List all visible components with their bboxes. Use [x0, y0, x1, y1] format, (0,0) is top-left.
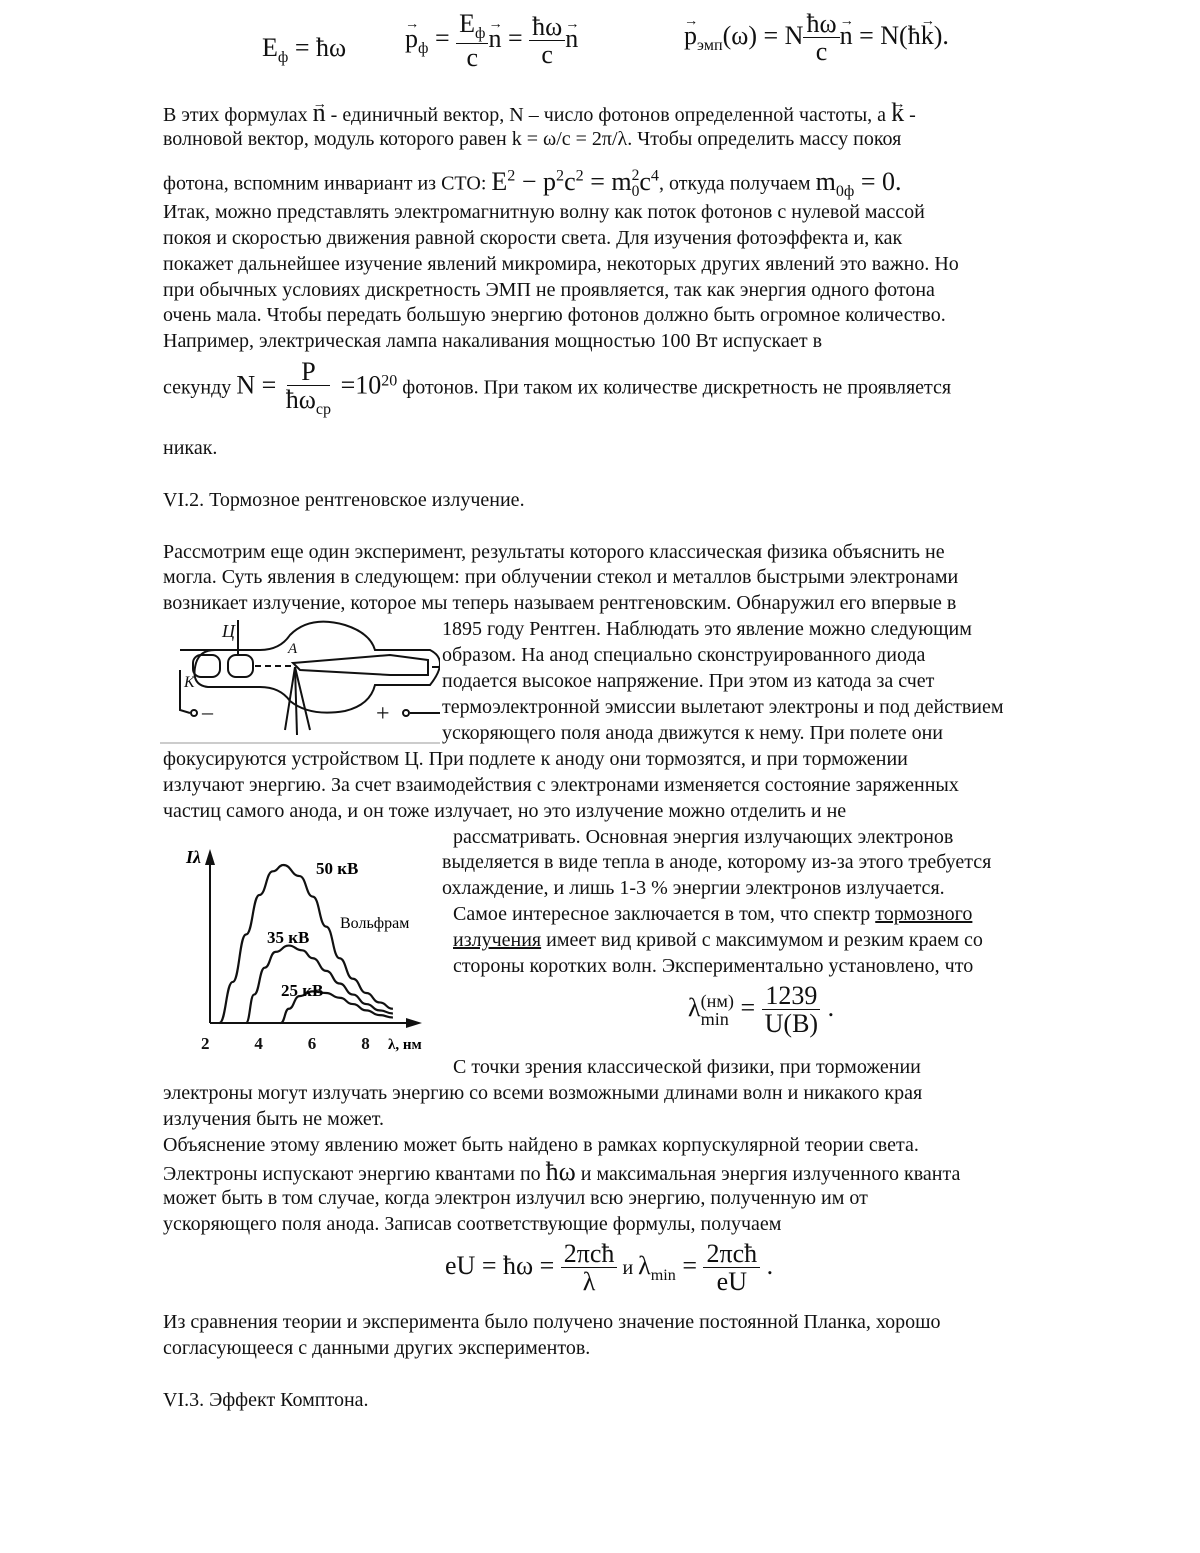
text: и максимальная энергия излученного кванта — [576, 1163, 961, 1185]
symbol: ħω — [529, 13, 565, 41]
anode-label: A — [287, 641, 298, 657]
paragraph-line: Объяснение этому явлению может быть найдено в рамках корпускулярной теории света. — [163, 1132, 919, 1158]
paragraph-line: согласующееся с данными других экспериментов. — [163, 1335, 590, 1361]
text: Самое интересное заключается в том, что спектр — [453, 903, 875, 925]
symbol: λ — [638, 1251, 651, 1280]
x-axis-arrow-icon — [406, 1018, 422, 1028]
numerator: 1239 — [762, 982, 820, 1010]
denominator: U(B) — [762, 1010, 821, 1037]
symbol: . — [821, 993, 834, 1022]
symbol: ħω — [286, 385, 316, 414]
focusing-cylinder — [228, 655, 253, 677]
numerator: 2πcħ — [561, 1240, 618, 1268]
paragraph-line: электроны могут излучать энергию со всеми возможными длинами волн и никакого края — [163, 1080, 922, 1106]
formula-photon-energy — [262, 28, 346, 78]
text: секунду — [163, 376, 236, 398]
paragraph-line — [163, 100, 916, 128]
symbol: = — [734, 993, 762, 1022]
text: - единичный вектор, N – число фотонов определенной частоты, а — [326, 104, 891, 126]
xray-tube-figure — [160, 615, 440, 750]
paragraph-line: стороны коротких волн. Экспериментально установлено, что — [453, 953, 973, 979]
numerator: 2πcħ — [703, 1240, 760, 1268]
paragraph-line: излучают энергию. За счет взаимодействия с электронами изменяется состояние заряженных — [163, 772, 959, 798]
spectrum-chart — [160, 835, 450, 1060]
symbol: = 0. — [854, 167, 901, 196]
x-tick-label: 6 — [308, 1034, 317, 1053]
symbol: P — [287, 358, 329, 386]
formula-photon-count-line — [163, 358, 951, 419]
paragraph-line: излучения быть не может. — [163, 1106, 384, 1132]
subscript: ср — [316, 401, 331, 418]
symbol: = — [676, 1251, 704, 1280]
formula-emf-momentum — [684, 10, 949, 66]
paragraph-line: термоэлектронной эмиссии вылетают электроны и под действием — [442, 694, 1004, 720]
symbol: c — [564, 167, 576, 196]
symbol: = — [501, 24, 529, 53]
paragraph-line: рассматривать. Основная энергия излучающих электронов — [453, 824, 953, 850]
material-label: Вольфрам — [340, 915, 409, 932]
symbol: = N(ħ — [853, 21, 921, 50]
fraction — [561, 1240, 618, 1296]
symbol: N = — [236, 370, 282, 399]
paragraph-line: покоя и скоростью движения равной скорости света. Для изучения фотоэффекта и, как — [163, 225, 902, 251]
symbol: c — [538, 41, 556, 68]
symbol: c — [813, 38, 831, 65]
subscript: ф — [278, 49, 288, 66]
superscript: (нм) — [701, 992, 734, 1010]
series-label-50kv: 50 кВ — [316, 859, 358, 878]
paragraph-line: подается высокое напряжение. При этом из катода за счет — [442, 668, 934, 694]
text: - — [904, 104, 916, 126]
fraction — [456, 10, 488, 71]
superscript: 2 — [556, 167, 564, 184]
text: , откуда получаем — [659, 173, 816, 195]
paragraph-line: частиц самого анода, и он тоже излучает, но это излучение можно отделить и не — [163, 798, 846, 824]
paragraph-line: никак. — [163, 435, 217, 461]
x-axis-label: λ, нм — [388, 1037, 422, 1053]
paragraph-line: 1895 году Рентген. Наблюдать это явление можно следующим — [442, 616, 972, 642]
formula-lambda-min — [688, 982, 834, 1038]
plus-label: + — [376, 701, 390, 727]
x-tick-label: 4 — [254, 1034, 263, 1053]
focus-label: Ц — [221, 621, 236, 641]
paragraph-line: при обычных условиях дискретность ЭМП не проявляется, так как энергия одного фотона — [163, 277, 935, 303]
symbol: eU = ħω = — [445, 1251, 561, 1280]
symbol: (ω) = N — [723, 21, 804, 50]
symbol: → k — [921, 23, 934, 49]
paragraph-line: могла. Суть явления в следующем: при облучении стекол и металлов быстрыми электронами — [163, 564, 958, 590]
fraction — [529, 13, 565, 69]
paragraph-line: волновой вектор, модуль которого равен k = ω/c = 2π/λ. Чтобы определить массу покоя — [163, 126, 901, 152]
symbol: λ — [688, 993, 701, 1022]
subscript: min — [651, 1267, 676, 1284]
formula-eu — [445, 1240, 773, 1296]
paragraph-line — [453, 927, 983, 953]
symbol: ). — [934, 21, 949, 50]
paragraph-line: Из сравнения теории и эксперимента было получено значение постоянной Планка, хорошо — [163, 1309, 940, 1335]
plus-terminal — [403, 710, 409, 716]
fraction — [703, 1240, 760, 1296]
denominator: eU — [714, 1268, 750, 1295]
paragraph-line: образом. На анод специально сконструированного диода — [442, 642, 925, 668]
paragraph-line: фокусируются устройством Ц. При подлете к аноду они тормозятся, и при торможении — [163, 746, 908, 772]
cathode-label: K — [183, 674, 196, 691]
fraction — [803, 10, 839, 66]
fraction — [762, 982, 821, 1038]
text: В этих формулах — [163, 104, 313, 126]
paragraph-line — [163, 1159, 960, 1187]
formula-photon-momentum — [405, 10, 578, 71]
wire-plus — [410, 667, 440, 713]
series-label-25kv: 25 кВ — [281, 981, 323, 1000]
symbol: c — [464, 44, 482, 71]
symbol: =10 — [334, 370, 381, 399]
paragraph-line: ускоряющего поля анода движутся к нему. При полете они — [442, 720, 943, 746]
symbol: E — [491, 167, 507, 196]
paragraph-line: возникает излучение, которое мы теперь называем рентгеновским. Обнаружил его впервые в — [163, 590, 956, 616]
paragraph-line: Например, электрическая лампа накаливания мощностью 100 Вт испускает в — [163, 328, 822, 354]
superscript: 2 — [576, 167, 584, 184]
subscript: 0 — [632, 184, 640, 200]
paragraph-line: очень мала. Чтобы передать большую энергию фотонов должно быть огромное количество. — [163, 302, 946, 328]
section-heading: VI.3. Эффект Комптона. — [163, 1387, 369, 1413]
x-tick-label: 8 — [361, 1034, 370, 1053]
text: и — [617, 1257, 638, 1279]
vector-k: → k — [891, 100, 904, 126]
superscript: 20 — [381, 373, 397, 390]
subscript: ф — [418, 40, 428, 57]
paragraph-line: покажет дальнейшее изучение явлений микромира, некоторых других явлений это важно. Но — [163, 251, 959, 277]
xray-arrow — [285, 667, 295, 730]
paragraph-line: Рассмотрим еще один эксперимент, результаты которого классическая физика объяснить не — [163, 539, 945, 565]
symbol: m — [816, 167, 836, 196]
anode — [293, 655, 428, 675]
superscript: 2 — [507, 167, 515, 184]
minus-terminal — [191, 710, 197, 716]
bremsstrahlung-link[interactable]: излучения — [453, 929, 541, 951]
symbol: = m — [584, 167, 632, 196]
subscript: min — [701, 1010, 734, 1028]
symbol: E — [262, 33, 278, 62]
paragraph-line: может быть в том случае, когда электрон излучил всю энергию, полученную им от — [163, 1185, 868, 1211]
symbol: ħω — [546, 1157, 576, 1186]
symbol: → p — [405, 26, 418, 52]
symbol: E — [459, 9, 475, 38]
paragraph-line: ускоряющего поля анода. Записав соответствующие формулы, получаем — [163, 1211, 781, 1237]
subscript: эмп — [697, 37, 723, 54]
denominator: λ — [580, 1268, 599, 1295]
symbol: = ħω — [288, 33, 346, 62]
text: фотонов. При таком их количестве дискретность не проявляется — [397, 376, 951, 398]
paragraph-line: С точки зрения классической физики, при торможении — [453, 1054, 921, 1080]
symbol: = — [428, 24, 456, 53]
fraction — [283, 358, 334, 419]
symbol: → n — [565, 26, 578, 52]
vector-n: → n — [313, 100, 326, 126]
superscript: 2 — [632, 168, 640, 184]
text: Электроны испускают энергию квантами по — [163, 1163, 546, 1185]
section-heading: VI.2. Тормозное рентгеновское излучение. — [163, 487, 525, 513]
y-axis-label: Iλ — [185, 847, 201, 867]
paragraph-line: охлаждение, и лишь 1-3 % энергии электронов излучается. — [442, 875, 945, 901]
text: имеет вид кривой с максимумом и резким краем со — [541, 929, 983, 951]
paragraph-line: выделяется в виде тепла в аноде, которому из-за этого требуется — [442, 849, 991, 875]
symbol: → n — [840, 23, 853, 49]
symbol: . — [760, 1251, 773, 1280]
symbol: → n — [488, 26, 501, 52]
symbol: − p — [515, 167, 556, 196]
x-tick-label: 2 — [201, 1034, 210, 1053]
symbol: → p — [684, 23, 697, 49]
symbol: c — [639, 167, 651, 196]
y-axis-arrow-icon — [205, 849, 215, 865]
symbol: ħω — [803, 10, 839, 38]
minus-label: – — [201, 699, 214, 724]
bremsstrahlung-link[interactable]: тормозного — [875, 903, 972, 925]
paragraph-line: Итак, можно представлять электромагнитную волну как поток фотонов с нулевой массой — [163, 199, 925, 225]
superscript: 4 — [651, 167, 659, 184]
subscript: 0ф — [836, 183, 855, 200]
text: фотона, вспомним инвариант из СТО: — [163, 173, 491, 195]
subscript: ф — [475, 25, 485, 42]
paragraph-line — [453, 901, 972, 927]
series-label-35kv: 35 кВ — [267, 928, 309, 947]
